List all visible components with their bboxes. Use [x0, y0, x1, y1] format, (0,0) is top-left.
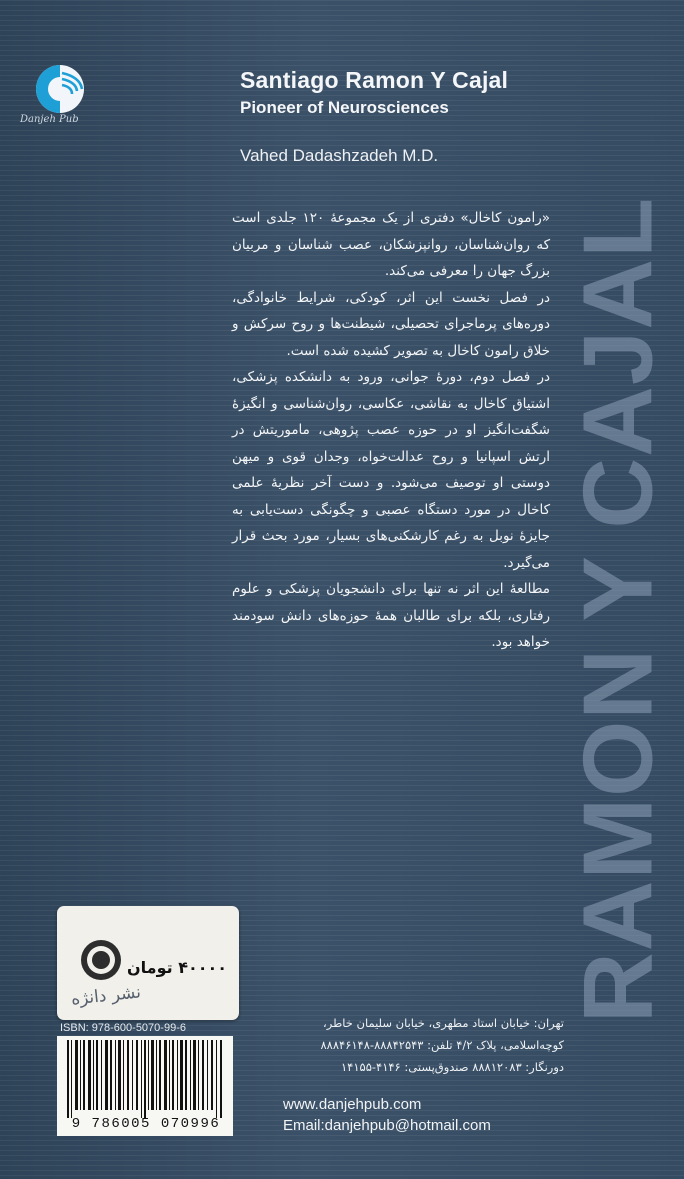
spine-title-text: RAMON Y CAJAL: [562, 196, 672, 1024]
price-label: ۴۰۰۰۰ تومان: [127, 958, 228, 977]
description-paragraph: مطالعهٔ این اثر نه تنها برای دانشجویان پزشکی و علوم رفتاری، بلکه برای طالبان همهٔ حوزه‌های دانش سودمند خواهد بود.: [232, 581, 550, 650]
address-line: دورنگار: ۸۸۸۱۲۰۸۳ صندوق‌پستی: ۴۱۴۶-۱۴۱۵۵: [340, 1060, 564, 1074]
price-sticker: [57, 906, 239, 1020]
publisher-name: Danjeh Pub: [20, 114, 79, 125]
description-paragraph: در فصل دوم، دورهٔ جوانی، ورود به دانشکده پزشکی، اشتیاق کاخال به نقاشی، عکاسی، روان‌شناسی و انگیزهٔ شگفت‌انگیز او در حوزه عصب پژوهی، ماموریتش در ارتش اسپانیا و روح عدالت‌خواه، وجدان قوی و میهن دوستی او توصیف می‌شود. و دست آخر نظریهٔ علمی کاخال در مورد دستگاه عصبی و چگونگی دست‌یابی به جایزهٔ نوبل به رغم کارشکنی‌های بسیار، مورد بحث قرار می‌گیرد.: [232, 369, 550, 571]
description-paragraph: «رامون کاخال» دفتری از یک مجموعهٔ ۱۲۰ جلدی است که روان‌شناسان، روانپزشکان، عصب شناسان و مربیان بزرگ جهان را معرفی می‌کند.: [232, 210, 550, 279]
publisher-address: [264, 1012, 564, 1078]
isbn-label: ISBN: 978-600-5070-99-6: [60, 1022, 186, 1034]
website-link[interactable]: www.danjehpub.com: [283, 1096, 422, 1113]
barcode: [57, 1036, 233, 1136]
book-author: Vahed Dadashzadeh M.D.: [240, 146, 439, 165]
stamp-text: نشر دانژه: [70, 982, 142, 1010]
spine-title: [560, 50, 675, 1170]
book-title: Santiago Ramon Y Cajal: [240, 67, 509, 93]
description-paragraph: در فصل نخست این اثر، کودکی، شرایط خانوادگی، دوره‌های پرماجرای تحصیلی، شیطنت‌ها و روح سرکش و خلاق رامون کاخال به تصویر کشیده شده است.: [232, 289, 550, 359]
address-line: کوچه‌اسلامی، پلاک ۴/۲ تلفن: ۸۸۸۴۲۵۴۳-۸۸۸۴۶۱۴۸: [320, 1038, 564, 1052]
barcode-bars-icon: [65, 1040, 225, 1118]
address-line: تهران: خیابان استاد مطهری، خیابان سلیمان خاطر،: [323, 1016, 564, 1030]
barcode-digits: 9 786005 070996: [71, 1116, 221, 1132]
publisher-stamp-icon: [79, 938, 123, 982]
book-description: [232, 205, 550, 656]
email-link[interactable]: Email:danjehpub@hotmail.com: [283, 1117, 491, 1134]
book-subtitle: Pioneer of Neurosciences: [240, 98, 449, 117]
